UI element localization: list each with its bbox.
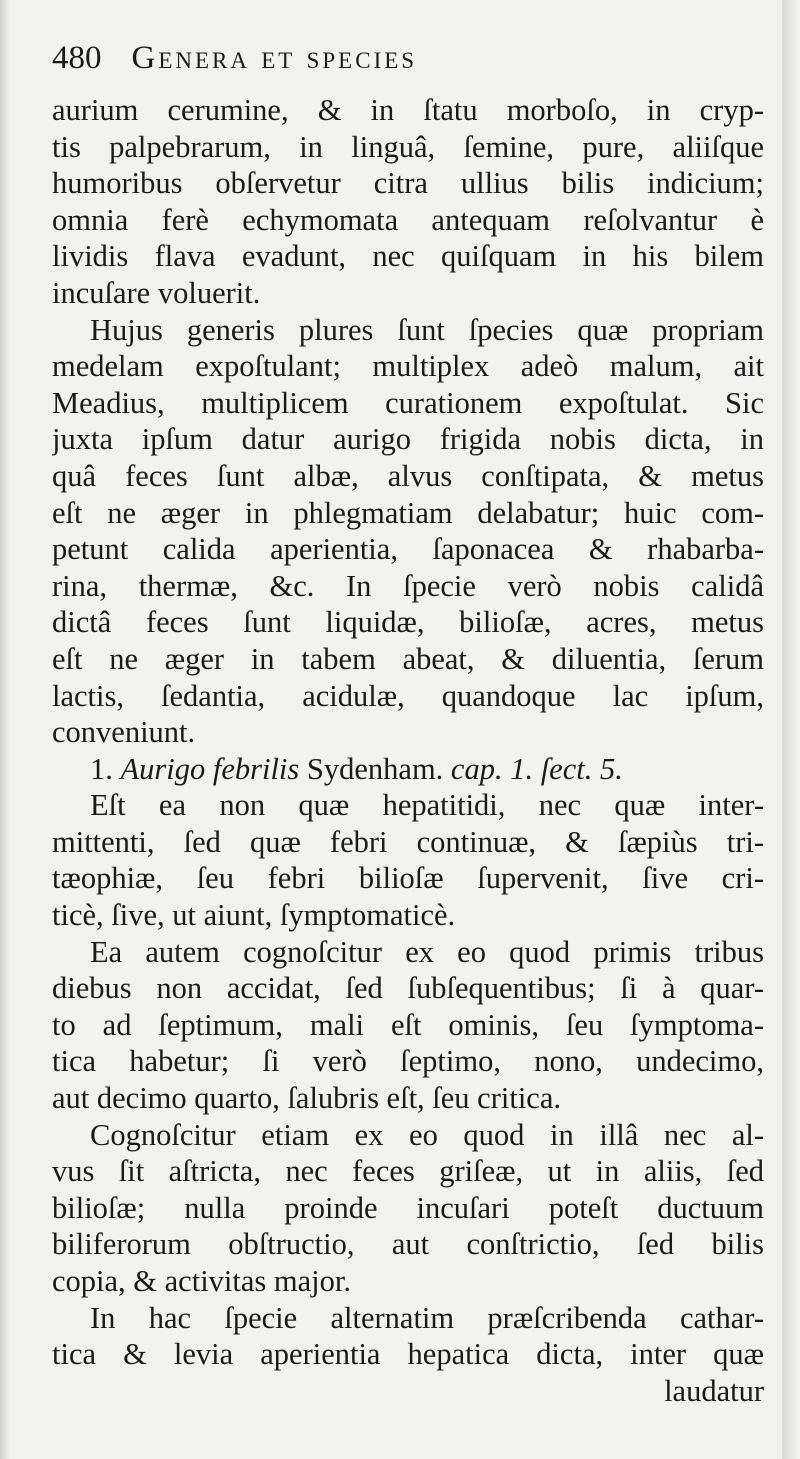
text-line: dictâ feces ſunt liquidæ, bilioſæ, acres, metus (52, 605, 764, 640)
text-line: conveniunt. (52, 715, 196, 750)
text-line: copia, & activitas major. (52, 1264, 351, 1298)
running-title: Genera et species (131, 40, 418, 76)
text-line: Ea autem cognoſcitur ex eo quod primis tribus (90, 934, 764, 969)
text-line: tica habetur; ſi verò ſeptimo, nono, undecimo, (52, 1044, 764, 1079)
page-number: 480 (52, 40, 102, 76)
text-line: tæophiæ, ſeu febri bilioſæ ſupervenit, ſive cri- (52, 861, 764, 896)
species-name: Aurigo febrilis (120, 751, 300, 786)
page-right-edge (782, 0, 800, 1459)
text-line: tis palpebrarum, in linguâ, ſemine, pure, aliiſque (52, 129, 764, 164)
text-line: rina, thermæ, &c. In ſpecie verò nobis calidâ (52, 568, 764, 603)
page-left-shadow (0, 0, 10, 1459)
text-line: Hujus generis plures ſunt ſpecies quæ propriam (90, 312, 764, 347)
text-line: lividis flava evadunt, nec quiſquam in his bilem (52, 239, 764, 274)
text-line: quâ feces ſunt albæ, alvus conſtipata, & metus (52, 458, 764, 493)
text-line: Cognoſcitur etiam ex eo quod in illâ nec al- (90, 1117, 764, 1152)
text-line: incuſare voluerit. (52, 275, 261, 310)
text-line: to ad ſeptimum, mali eſt ominis, ſeu ſymptoma- (52, 1007, 764, 1042)
species-number: 1. (90, 751, 113, 786)
text-line: medelam expoſtulant; multiplex adeò malum, ait (52, 349, 764, 384)
text-line: omnia ferè echymomata antequam reſolvantur è (52, 202, 764, 237)
text-line: biliferorum obſtructio, aut conſtrictio, ſed bilis (52, 1227, 764, 1262)
text-line: eſt ne æger in tabem abeat, & diluentia, ſerum (52, 641, 764, 676)
text-line: ticè, ſive, ut aiunt, ſymptomaticè. (52, 898, 456, 933)
text-line: vus ſit aſtricta, nec feces griſeæ, ut in aliis, ſed (52, 1154, 764, 1189)
species-author: Sydenham. (306, 751, 444, 786)
text-line: In hac ſpecie alternatim præſcribenda cathar- (90, 1300, 764, 1335)
running-head (52, 40, 760, 92)
species-heading (52, 751, 764, 788)
text-line: Eſt ea non quæ hepatitidi, nec quæ inter- (90, 788, 764, 823)
text-line: bilioſæ; nulla proinde incuſari poteſt ductuum (52, 1190, 764, 1225)
text-line: diebus non accidat, ſed ſubſequentibus; ſi à quar- (52, 971, 764, 1006)
text-line: humoribus obſervetur citra ullius bilis indicium; (52, 166, 764, 201)
text-line: mittenti, ſed quæ febri continuæ, & ſæpiùs tri- (52, 824, 764, 859)
body-text (52, 92, 764, 1409)
text-line: aut decimo quarto, ſalubris eſt, ſeu critica. (52, 1081, 561, 1116)
text-line: eſt ne æger in phlegmatiam delabatur; huic com- (52, 495, 764, 530)
text-line: tica & levia aperientia hepatica dicta, inter quæ (52, 1337, 764, 1372)
text-line: juxta ipſum datur aurigo frigida nobis dicta, in (52, 422, 764, 457)
text-line: petunt calida aperientia, ſaponacea & rhabarba- (52, 532, 764, 567)
text-line: lactis, ſedantia, acidulæ, quandoque lac ipſum, (52, 678, 764, 713)
species-reference: cap. 1. ſect. 5. (450, 751, 623, 786)
text-line: Meadius, multiplicem curationem expoſtulat. Sic (52, 385, 764, 420)
catchword: laudatur (664, 1373, 764, 1408)
text-line: aurium cerumine, & in ſtatu morboſo, in cryp- (52, 93, 764, 127)
